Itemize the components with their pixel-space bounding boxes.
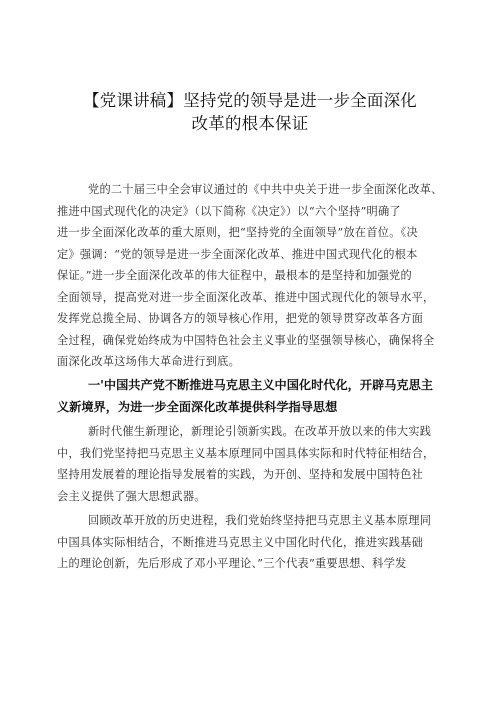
- text-line: 中，我们党坚持把马克思主义基本原理同中国具体实际和时代特征相结合，: [57, 446, 435, 460]
- text-line: 保证。”进一步全面深化改革的伟大征程中，最根本的是坚持和加强党的: [57, 269, 412, 282]
- text-line: 上的理论创新，先后形成了邓小平理论、”三个代表”重要思想、科学发: [57, 557, 407, 570]
- text-line: 回顾改革开放的历史进程，我们党始终坚持把马克思主义基本原理同: [88, 514, 432, 527]
- text-line: 发挥党总揽全局、协调各方的领导核心作用，把党的领导贯穿改革各方面: [57, 312, 424, 325]
- document-title: [40, 89, 460, 135]
- text-line: 定》强调：“党的领导是进一步全面深化改革、推进中国式现代化的根本: [57, 247, 418, 261]
- text-line: 推进中国式现代化的决定》（以下简称《决定》）以“六个坚持”明确了: [57, 204, 401, 218]
- text-line: 面深化改革这场伟大革命进行到底。: [57, 355, 241, 368]
- title-line-2: 改革的根本保证: [191, 114, 309, 133]
- heading-line: 义新境界，为进一步全面深化改革提供科学指导思想: [57, 400, 338, 414]
- heading-line: 一'中国共产党不断推进马克思主义中国化时代化，开辟马克思主: [88, 378, 433, 392]
- text-line: 全过程，确保党始终成为中国特色社会主义事业的坚强领导核心，确保将全: [57, 333, 435, 347]
- title-line-1: 【党课讲稿】坚持党的领导是进一步全面深化: [83, 91, 417, 110]
- section-heading-1: [57, 374, 449, 418]
- text-line: 新时代催生新理论，新理论引领新实践。在改革开放以来的伟大实践: [88, 425, 432, 438]
- text-line: 全面领导，提高党对进一步全面深化改革、推进中国式现代化的领导水平，: [57, 290, 435, 304]
- text-line: 坚持用发展着的理论指导发展着的实践，为开创、坚持和发展中国特色社: [57, 468, 424, 481]
- text-line: 党的二十届三中全会审议通过的《中共中央关于进一步全面深化改革、: [88, 183, 443, 196]
- section-paragraph-1: [57, 421, 447, 507]
- section-paragraph-2: [57, 510, 447, 575]
- text-line: 中国具体实际相结合，不断推进马克思主义中国化时代化，推进实践基础: [57, 535, 424, 549]
- text-line: 进一步全面深化改革的重大原则，把“坚持党的全面领导”放在首位。《决: [57, 226, 418, 239]
- text-line: 会主义提供了强大思想武器。: [57, 489, 206, 503]
- intro-paragraph: [57, 179, 447, 373]
